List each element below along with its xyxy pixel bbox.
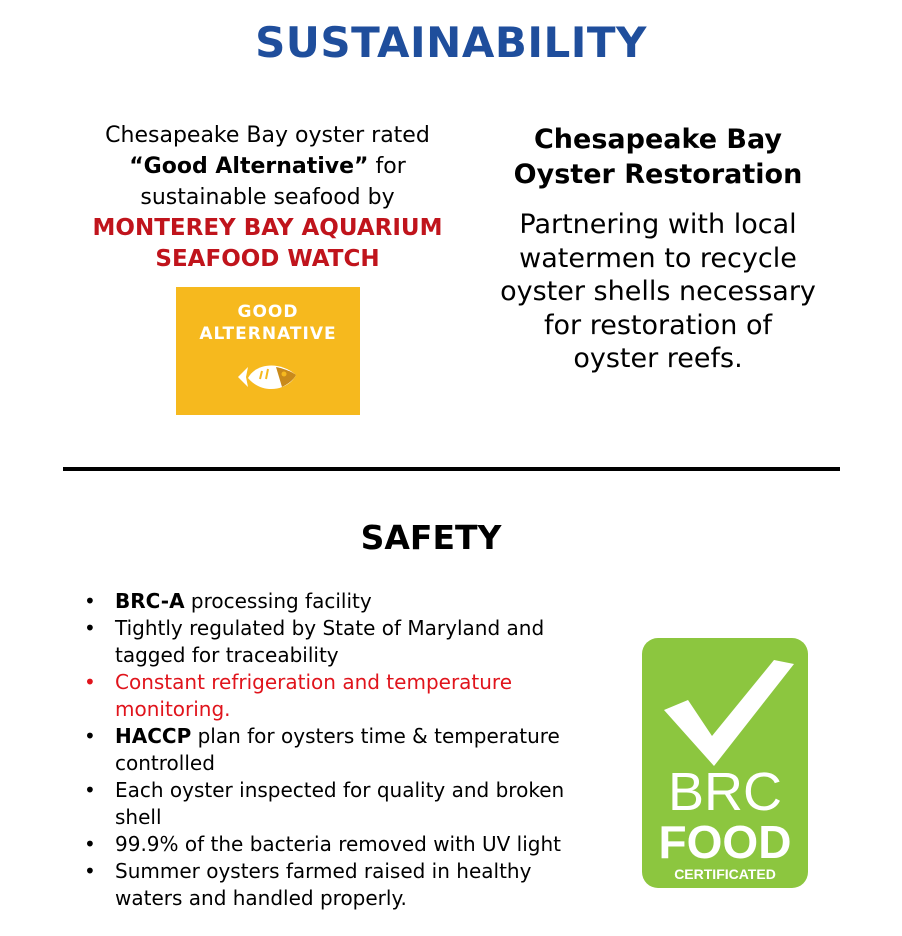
list-item — [84, 669, 574, 723]
certificated-text: CERTIFICATED — [674, 866, 776, 882]
restoration-line: watermen to recycle — [519, 242, 797, 274]
brc-food-certificated-badge — [642, 638, 808, 888]
restoration-line: oyster reefs. — [573, 343, 743, 374]
list-item — [84, 777, 574, 831]
badge-line-2: ALTERNATIVE — [199, 324, 337, 344]
page-title: SUSTAINABILITY — [255, 18, 647, 67]
item-text: Each oyster inspected for quality and broken — [115, 778, 565, 802]
item-text: Tightly regulated by State of Maryland and — [115, 616, 545, 640]
bullet-icon: • — [84, 832, 96, 856]
safety-list — [84, 588, 574, 912]
restoration-title — [478, 122, 838, 192]
rating-line-2 — [40, 151, 495, 182]
food-text: FOOD — [658, 816, 792, 868]
item-text — [115, 723, 574, 750]
bullet-icon: • — [84, 859, 96, 883]
restoration-line: oyster shells necessary — [500, 276, 816, 307]
bullet-icon: • — [84, 616, 96, 640]
item-bold: BRC-A — [115, 589, 185, 613]
item-text: processing facility — [184, 589, 372, 613]
item-text: shell — [115, 805, 162, 829]
item-text: monitoring. — [115, 697, 231, 721]
item-bold: HACCP — [115, 724, 192, 748]
bullet-icon: • — [84, 724, 96, 748]
rating-label: “Good Alternative” — [129, 154, 369, 179]
item-text: 99.9% of the bacteria removed with UV light — [115, 832, 561, 856]
restoration-line: for restoration of — [544, 309, 772, 341]
org-name-line-2: SEAFOOD WATCH — [155, 246, 380, 272]
safety-title: SAFETY — [360, 518, 502, 557]
item-text: Summer oysters farmed raised in healthy — [115, 859, 532, 883]
badge-line-1: GOOD — [237, 302, 299, 322]
rating-line-3: sustainable seafood by — [140, 185, 395, 210]
rating-line-1: Chesapeake Bay oyster rated — [105, 123, 430, 148]
bullet-icon: • — [84, 778, 96, 802]
section-divider — [63, 467, 840, 471]
list-item — [84, 831, 574, 858]
good-alternative-badge — [176, 287, 360, 415]
rating-line-2-suffix: for — [368, 154, 406, 179]
list-item — [84, 723, 574, 777]
item-text: controlled — [115, 751, 215, 775]
item-text: Constant refrigeration and temperature — [115, 670, 513, 694]
restoration-description — [478, 208, 838, 376]
bullet-icon: • — [84, 589, 96, 613]
restoration-line: Partnering with local — [519, 209, 797, 240]
restoration-title-line-2: Oyster Restoration — [513, 159, 803, 190]
item-text: waters and handled properly. — [115, 886, 407, 910]
item-text: tagged for traceability — [115, 643, 339, 667]
brc-text: BRC — [667, 762, 783, 822]
list-item — [84, 615, 574, 669]
list-item — [84, 858, 574, 912]
fish-icon — [236, 357, 302, 399]
list-item — [84, 588, 574, 615]
restoration-title-line-1: Chesapeake Bay — [533, 124, 782, 155]
item-text: plan for oysters time & temperature — [191, 724, 560, 748]
org-name-line-1: MONTEREY BAY AQUARIUM — [92, 215, 443, 241]
seafood-rating-text — [40, 120, 495, 275]
bullet-icon: • — [84, 670, 96, 694]
